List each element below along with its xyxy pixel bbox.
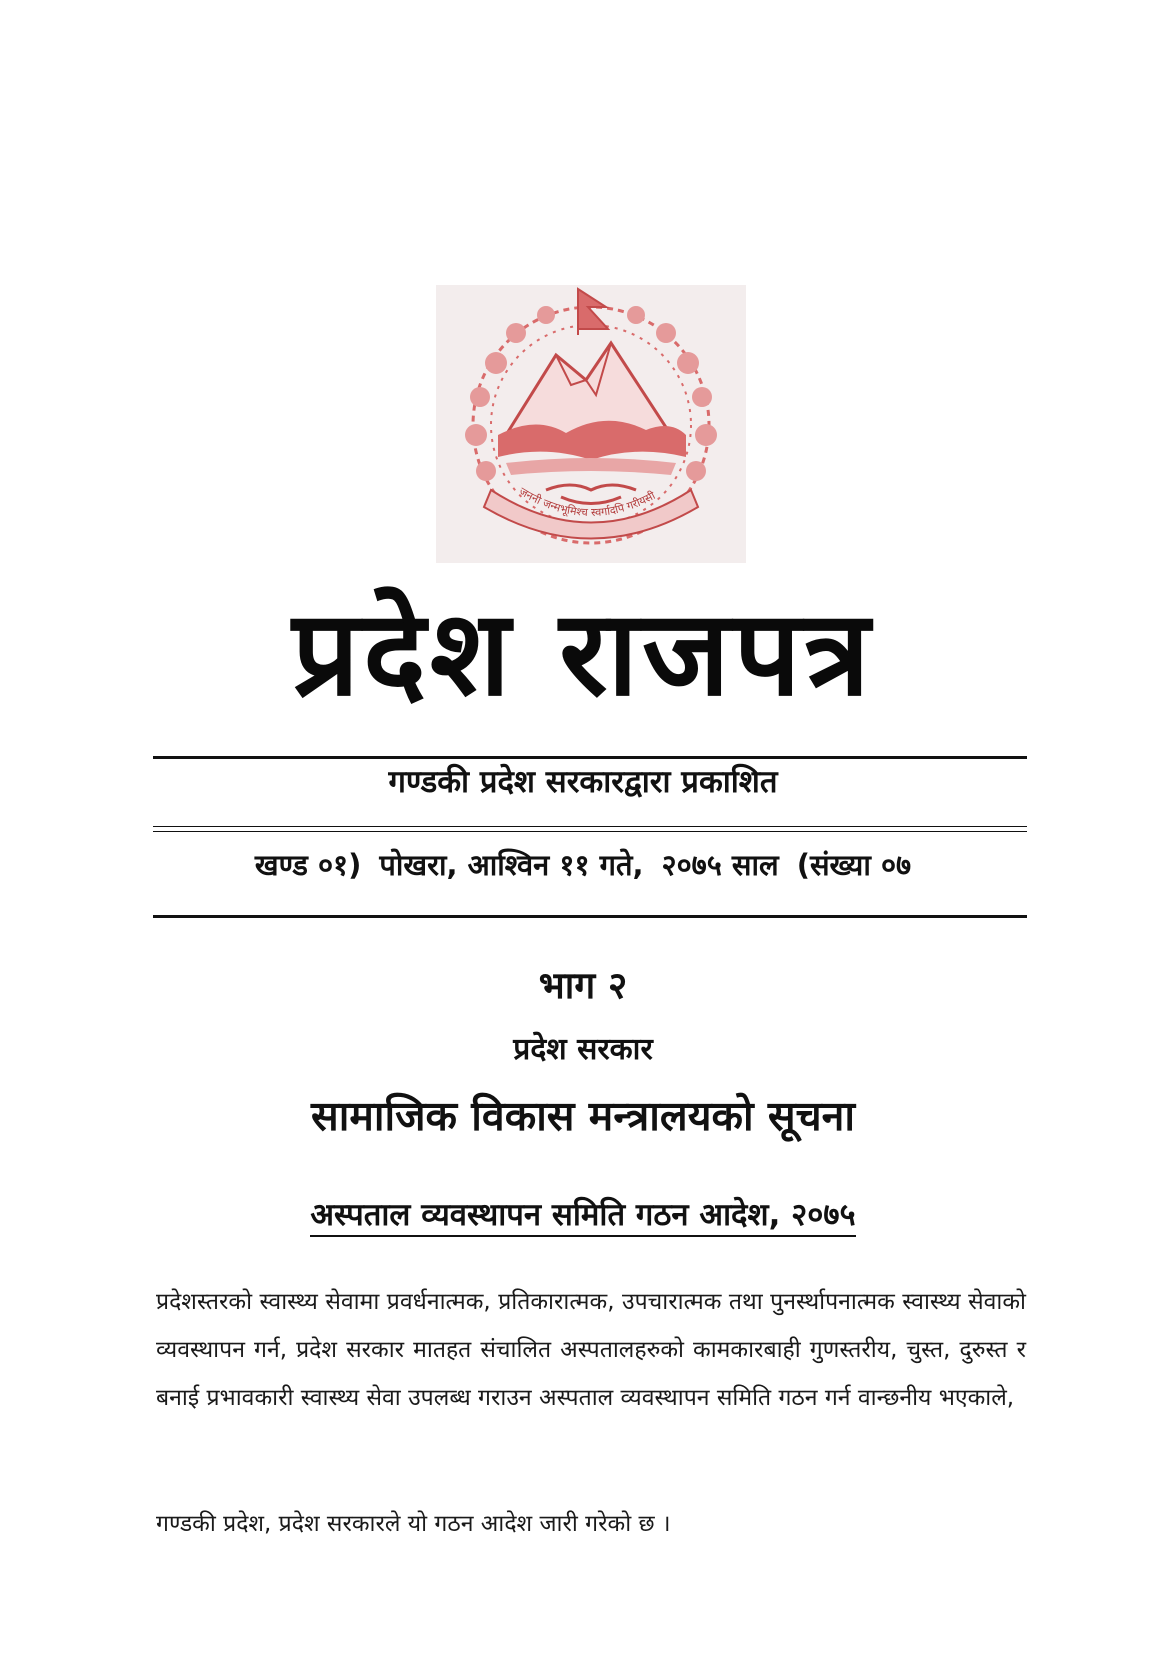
masthead-rule-top [153, 756, 1027, 759]
issue-rule-bottom [153, 915, 1027, 918]
ministry-notice-heading: सामाजिक विकास मन्त्रालयको सूचना [311, 1092, 855, 1140]
issue-details [0, 845, 1166, 885]
issue-place-date: पोखरा, आश्विन ११ गते, [379, 848, 644, 882]
body-paragraph-2: गण्डकी प्रदेश, प्रदेश सरकारले यो गठन आदेश जारी गरेको छ । [156, 1511, 671, 1537]
body-paragraph-1: प्रदेशस्तरको स्वास्थ्य सेवामा प्रवर्धनात्मक, प्रतिकारात्मक, उपचारात्मक तथा पुनर्स्थापनात्मक स्वास्थ्य सेवाको व्यवस्थापन गर्न, प्रदेश सरकार मातहत संचालित अस्पतालहरुको कामकारबाही गुणस्तरीय, चुस्त, दुरुस्त र बनाई प्रभावकारी स्वास्थ्य सेवा उपलब्ध गराउन अस्पताल व्यवस्थापन समिति गठन गर्न वान्छनीय भएकाले, [156, 1289, 1026, 1411]
national-emblem [436, 285, 746, 563]
part-heading: भाग २ [538, 964, 628, 1007]
issue-volume: खण्ड ०१) [254, 848, 362, 882]
nepal-national-emblem-icon [436, 285, 746, 563]
emblem-motto: जननी जन्मभूमिश्च स्वर्गादपि गरीयसी [516, 484, 658, 520]
issue-number: (संख्या ०७ [796, 848, 912, 882]
publisher-line: गण्डकी प्रदेश सरकारद्वारा प्रकाशित [388, 764, 778, 800]
publisher-rule-2 [153, 831, 1027, 832]
order-title [0, 1193, 1166, 1237]
order-title-text: अस्पताल व्यवस्थापन समिति गठन आदेश, २०७५ [310, 1197, 855, 1237]
gazette-masthead-title: प्रदेश राजपत्र [292, 584, 874, 722]
issue-year: २०७५ साल [661, 848, 779, 882]
publisher-rule-1 [153, 826, 1027, 827]
government-heading: प्रदेश सरकार [513, 1032, 653, 1067]
